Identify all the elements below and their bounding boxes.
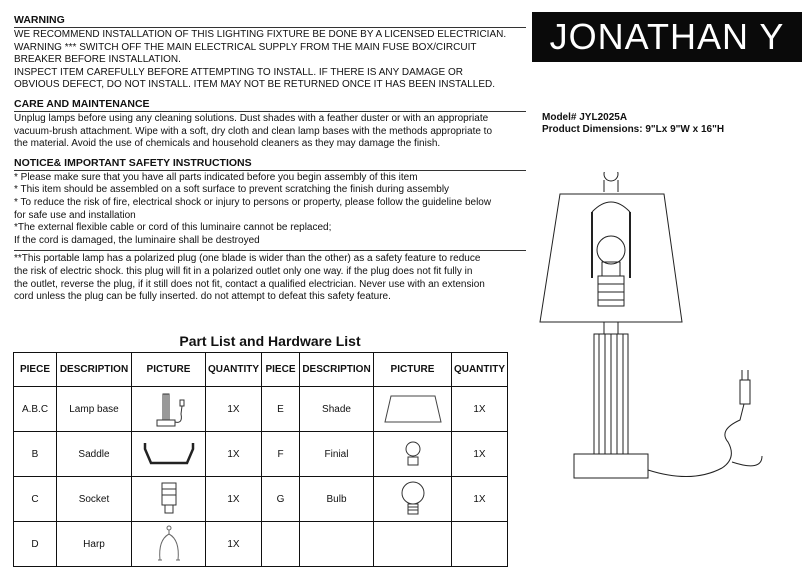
description-cell [300, 522, 374, 567]
table-row [14, 432, 508, 477]
header-description: DESCRIPTION [57, 353, 132, 387]
care-line: Unplug lamps before using any cleaning solutions. Dust shades with a feather duster or with an appropriate [14, 112, 489, 124]
picture-cell [132, 522, 206, 567]
description-cell: Lamp base [57, 387, 132, 432]
notice-line: * Please make sure that you have all parts indicated before you begin assembly of this item [14, 171, 418, 183]
instructions-column [14, 14, 526, 304]
plug-notice [14, 253, 526, 303]
piece-cell: C [14, 477, 57, 522]
parts-table [13, 352, 508, 567]
plug-line: cord unless the plug can be fully inserted. do not attempt to defeat this safety feature. [14, 291, 391, 303]
care-text [14, 113, 526, 151]
brand-column [532, 12, 802, 136]
warning-line: WE RECOMMEND INSTALLATION OF THIS LIGHTING FIXTURE BE DONE BY A LICENSED ELECTRICIAN. [14, 29, 507, 40]
piece-cell: G [262, 477, 300, 522]
notice-line: for safe use and installation [14, 209, 136, 221]
bulb-icon [398, 478, 428, 520]
quantity-cell: 1X [206, 522, 262, 567]
header-picture: PICTURE [132, 353, 206, 387]
header-quantity: QUANTITY [206, 353, 262, 387]
picture-cell [374, 477, 452, 522]
table-row [14, 387, 508, 432]
notice-title: NOTICE& IMPORTANT SAFETY INSTRUCTIONS [14, 157, 526, 171]
table-header-row [14, 353, 508, 387]
description-cell: Finial [300, 432, 374, 477]
plug-line: the outlet, reverse the plug, if it still does not fit, contact a qualified electrician. Never use with an extension [14, 278, 485, 290]
warning-line: INSPECT ITEM CAREFULLY BEFORE ATTEMPTING TO INSTALL. IF THERE IS ANY DAMAGE OR [14, 66, 463, 78]
header-piece: PIECE [262, 353, 300, 387]
header-piece: PIECE [14, 353, 57, 387]
warning-title: WARNING [14, 14, 526, 28]
shade-icon [381, 392, 445, 426]
model-number: Model# JYL2025A [542, 112, 628, 123]
warning-text [14, 29, 526, 92]
quantity-cell: 1X [206, 432, 262, 477]
description-cell: Bulb [300, 477, 374, 522]
piece-cell: A.B.C [14, 387, 57, 432]
picture-cell [132, 387, 206, 432]
description-cell: Saddle [57, 432, 132, 477]
saddle-icon [141, 439, 197, 469]
header-description: DESCRIPTION [300, 353, 374, 387]
warning-line: WARNING *** SWITCH OFF THE MAIN ELECTRICAL SUPPLY FROM THE MAIN FUSE BOX/CIRCUIT [14, 41, 477, 53]
description-cell: Shade [300, 387, 374, 432]
brand-logo: JONATHAN Y [532, 12, 802, 62]
lamp-base-icon [149, 390, 189, 428]
quantity-cell: 1X [206, 387, 262, 432]
quantity-cell: 1X [452, 477, 508, 522]
picture-cell [132, 477, 206, 522]
piece-cell: E [262, 387, 300, 432]
product-info [532, 112, 802, 136]
header-picture: PICTURE [374, 353, 452, 387]
warning-line: BREAKER BEFORE INSTALLATION. [14, 54, 181, 66]
notice-line: If the cord is damaged, the luminaire shall be destroyed [14, 234, 260, 246]
plug-line: **This portable lamp has a polarized plug (one blade is wider than the other) as a safety feature to reduce [14, 253, 481, 265]
piece-cell: F [262, 432, 300, 477]
header-quantity: QUANTITY [452, 353, 508, 387]
notice-line: * This item should be assembled on a soft surface to prevent scratching the finish during assembly [14, 184, 450, 196]
lamp-shade-outline [540, 194, 682, 322]
plug-line: the risk of electric shock. this plug will fit in a polarized outlet only one way. if the plug does not fit fully in [14, 265, 473, 277]
notice-line: * To reduce the risk of fire, electrical shock or injury to persons or property, please follow the guideline below [14, 196, 492, 208]
piece-cell [262, 522, 300, 567]
warning-line: OBVIOUS DEFECT, DO NOT INSTALL. ITEM MAY NOT BE RETURNED ONCE IT HAS BEEN INSTALLED. [14, 79, 496, 91]
quantity-cell: 1X [206, 477, 262, 522]
table-row [14, 477, 508, 522]
picture-cell [374, 432, 452, 477]
picture-cell [132, 432, 206, 477]
notice-text [14, 172, 526, 248]
notice-line: *The external flexible cable or cord of this luminaire cannot be replaced; [14, 222, 332, 234]
care-line: the material. Avoid the use of chemicals and household cleaners as they may damage the finish. [14, 138, 441, 150]
picture-cell [374, 387, 452, 432]
piece-cell: B [14, 432, 57, 477]
piece-cell: D [14, 522, 57, 567]
table-row [14, 522, 508, 567]
description-cell: Harp [57, 522, 132, 567]
quantity-cell: 1X [452, 387, 508, 432]
picture-cell [374, 522, 452, 567]
lamp-diagram [532, 172, 802, 482]
product-dimensions: Product Dimensions: 9"Lx 9"W x 16"H [542, 124, 725, 135]
quantity-cell [452, 522, 508, 567]
harp-icon [152, 524, 186, 564]
description-cell: Socket [57, 477, 132, 522]
finial-icon [401, 437, 425, 471]
quantity-cell: 1X [452, 432, 508, 477]
care-title: CARE AND MAINTENANCE [14, 98, 526, 112]
socket-icon [155, 479, 183, 519]
parts-list-title: Part List and Hardware List [179, 333, 361, 349]
care-line: vacuum-brush attachment. Wipe with a soft, dry cloth and clean lamp bases with the methods appropriate to [14, 125, 493, 137]
